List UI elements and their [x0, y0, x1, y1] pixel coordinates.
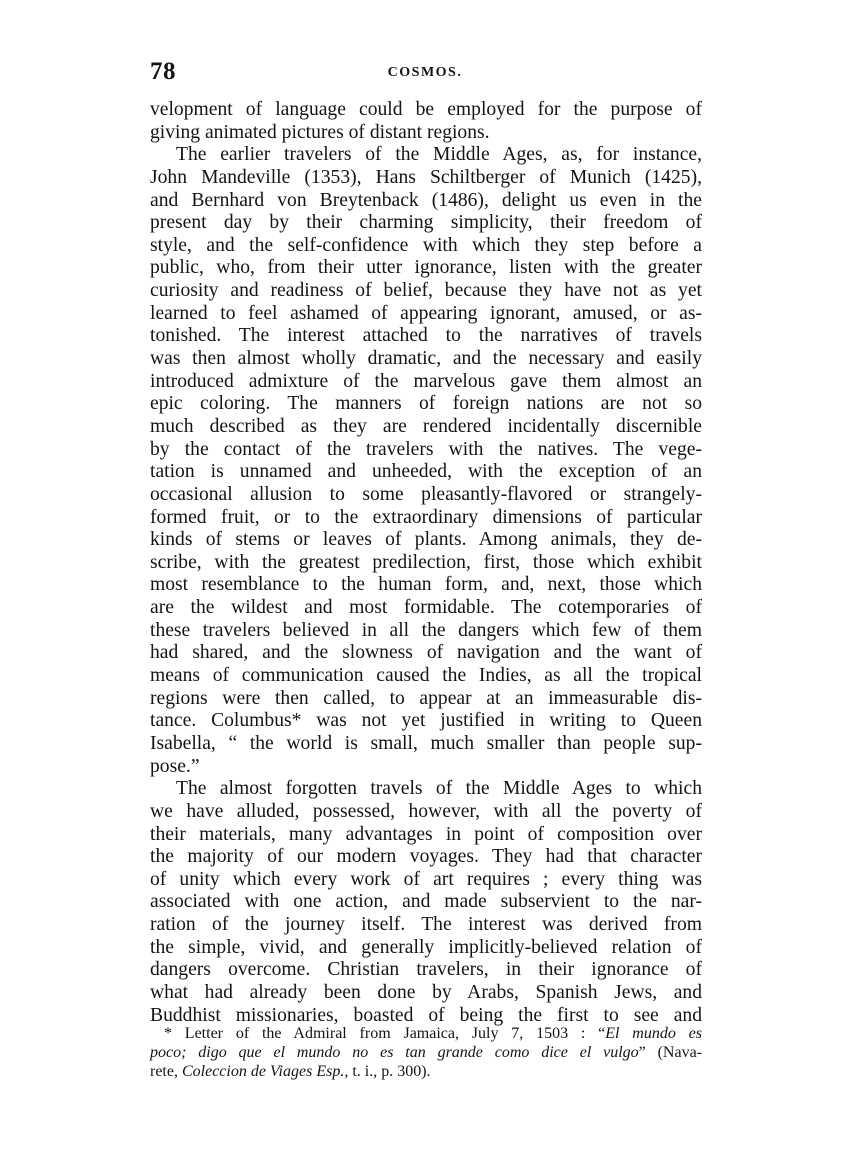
text-line: scribe, with the greatest predilection, first, those which exhibit — [150, 551, 702, 573]
text-line: and Bernhard von Breytenback (1486), delight us even in the — [150, 189, 702, 211]
text-line: public, who, from their utter ignorance, listen with the greater — [150, 257, 702, 279]
text-line: by the contact of the travelers with the natives. The vege- — [150, 438, 702, 460]
text-line: giving animated pictures of distant regions. — [150, 121, 490, 143]
text-line: epic coloring. The manners of foreign nations are not so — [150, 393, 702, 415]
text-line: curiosity and readiness of belief, because they have not as yet — [150, 280, 702, 302]
text-line: present day by their charming simplicity, their freedom of — [150, 212, 702, 234]
text-line: style, and the self-confidence with which they step before a — [150, 234, 702, 256]
footnote-line: poco; digo que el mundo no es tan grande como dice el vulgo” (Nava- — [150, 1044, 703, 1061]
text-line: introduced admixture of the marvelous gave them almost an — [150, 370, 702, 392]
text-line: was then almost wholly dramatic, and the necessary and easily — [150, 348, 702, 370]
text-line: The earlier travelers of the Middle Ages, as, for instance, — [176, 144, 702, 166]
text-line: of unity which every work of art requires ; every thing was — [150, 868, 702, 890]
text-line: had shared, and the slowness of navigation and the want of — [150, 642, 702, 664]
text-line: kinds of stems or leaves of plants. Among animals, they de- — [150, 529, 702, 551]
footnote — [150, 1024, 702, 1081]
text-line: pose.” — [150, 755, 200, 777]
text-line: Isabella, “ the world is small, much smaller than people sup- — [150, 732, 702, 754]
text-line: learned to feel ashamed of appearing ignorant, amused, or as- — [150, 302, 702, 324]
text-line: formed fruit, or to the extraordinary dimensions of particular — [150, 506, 702, 528]
text-line: tonished. The interest attached to the narratives of travels — [150, 325, 702, 347]
text-line: most resemblance to the human form, and, next, those which — [150, 574, 702, 596]
text-line: the simple, vivid, and generally implicitly-believed relation of — [150, 936, 702, 958]
text-line: velopment of language could be employed for the purpose of — [150, 99, 702, 120]
text-line: what had already been done by Arabs, Spanish Jews, and — [150, 981, 702, 1003]
footnote-line: rete, Coleccion de Viages Esp., t. i., p. 300). — [150, 1063, 431, 1080]
page-header — [150, 58, 700, 88]
text-line: we have alluded, possessed, however, with all the poverty of — [150, 800, 702, 822]
text-line: tation is unnamed and unheeded, with the exception of an — [150, 461, 702, 483]
text-line: regions were then called, to appear at an immeasurable dis- — [150, 687, 702, 709]
text-line: these travelers believed in all the dangers which few of them — [150, 619, 702, 641]
text-line: ration of the journey itself. The interest was derived from — [150, 914, 702, 936]
text-line: The almost forgotten travels of the Middle Ages to which — [176, 778, 702, 800]
text-line: Buddhist missionaries, boasted of being the first to see and — [150, 1004, 702, 1026]
body-text — [150, 99, 702, 1027]
text-line: occasional allusion to some pleasantly-flavored or strangely- — [150, 483, 702, 505]
text-line: associated with one action, and made subservient to the nar- — [150, 891, 702, 913]
text-line: John Mandeville (1353), Hans Schiltberger of Munich (1425), — [150, 166, 702, 188]
text-line: much described as they are rendered incidentally discernible — [150, 415, 702, 437]
running-head: COSMOS. — [387, 65, 463, 80]
text-line: are the wildest and most formidable. The cotemporaries of — [150, 597, 702, 619]
footnote-line: * Letter of the Admiral from Jamaica, July 7, 1503 : “El mundo es — [164, 1025, 702, 1042]
text-line: the majority of our modern voyages. They had that character — [150, 846, 702, 868]
text-line: means of communication caused the Indies, as all the tropical — [150, 665, 702, 687]
text-line: their materials, many advantages in point of composition over — [150, 823, 702, 845]
page-number: 78 — [150, 58, 176, 85]
text-line: tance. Columbus* was not yet justified in writing to Queen — [150, 710, 702, 732]
text-line: dangers overcome. Christian travelers, in their ignorance of — [150, 959, 702, 981]
